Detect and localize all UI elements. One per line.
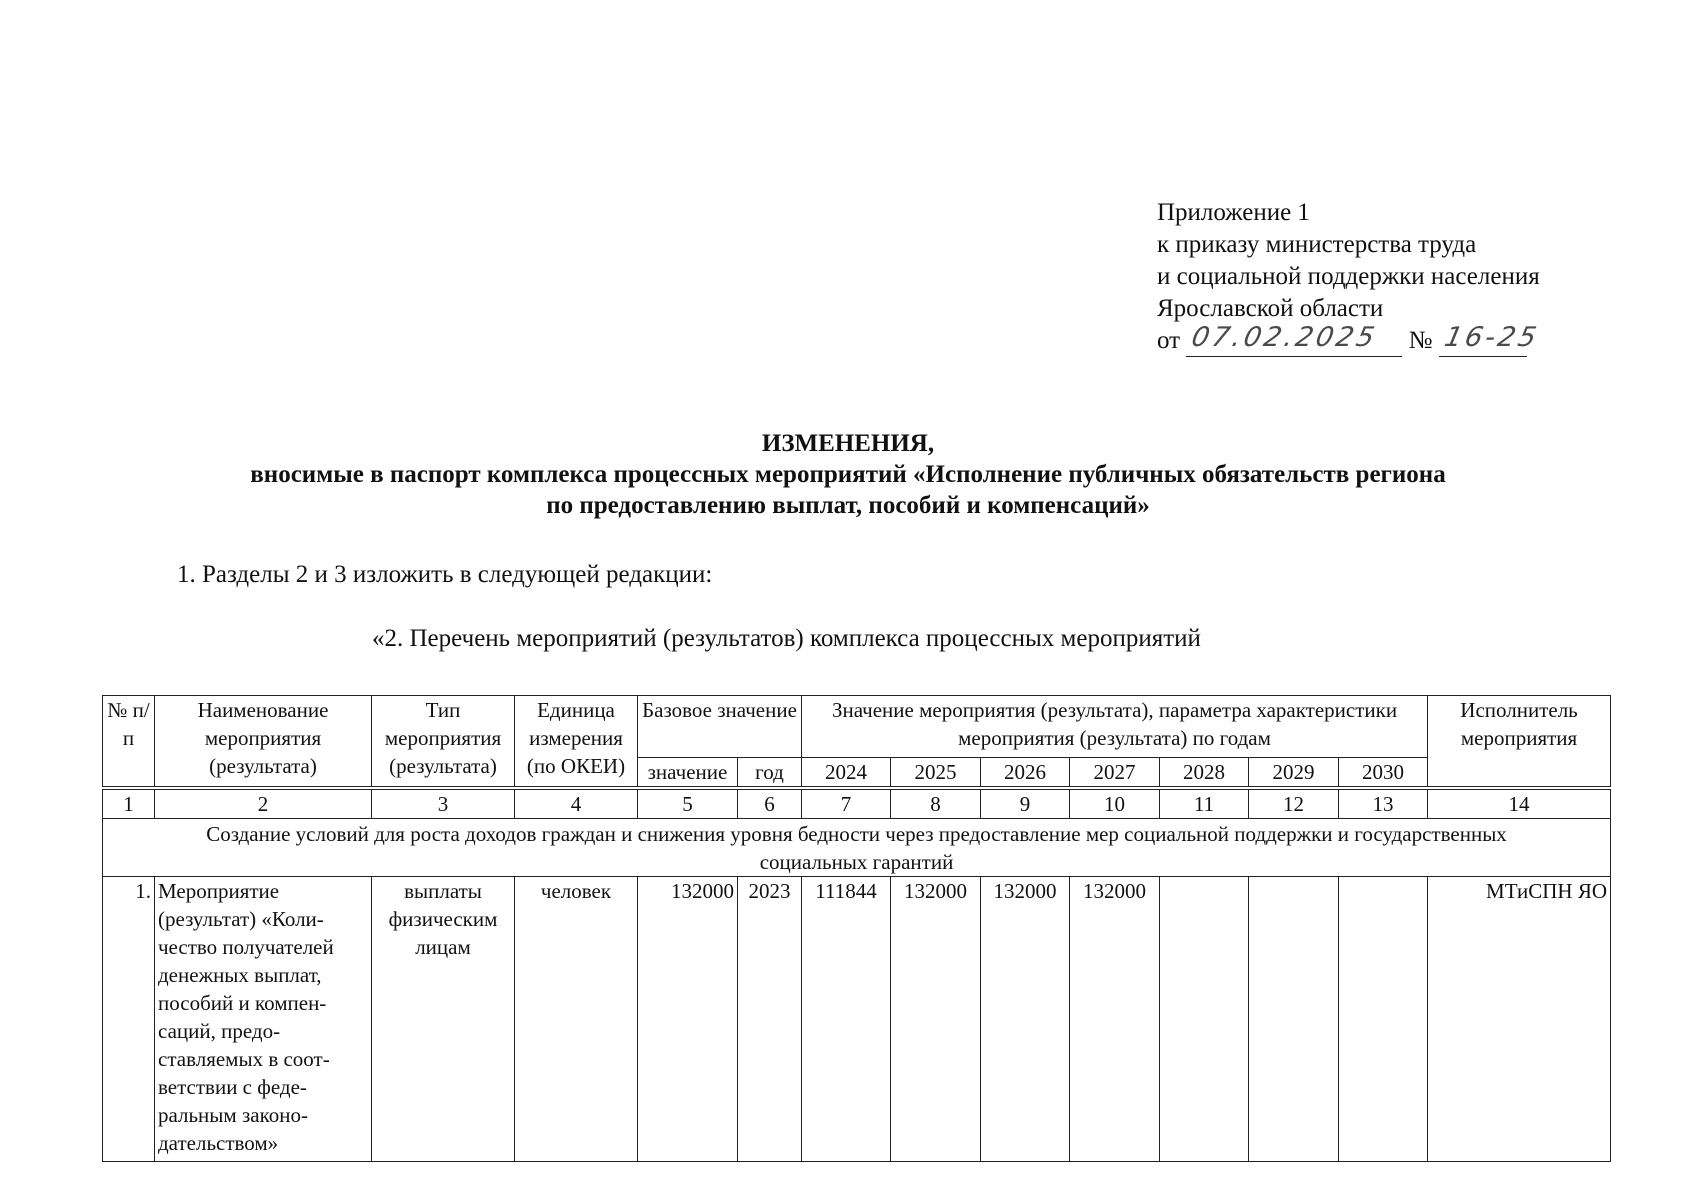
appendix-line: к приказу министерства труда: [1157, 231, 1477, 258]
row-name: Мероприятие (результат) «Коли-чество получателей денежных выплат, пособий и компен-саций, предо-ставляемых в соот-ветствии с феде-ральным законо-дательством»: [155, 877, 372, 1162]
measures-table: [102, 695, 1611, 1162]
date-prefix: от: [1157, 327, 1181, 354]
header-values-by-year: Значение мероприятия (результата), параметра характеристики мероприятия (результата) по годам: [802, 696, 1428, 758]
column-number: 3: [372, 788, 515, 819]
handwritten-date: 07.02.2025: [1189, 322, 1381, 353]
column-number-row: [103, 788, 1611, 819]
row-value-2027: 132000: [1070, 877, 1160, 1162]
column-number: 10: [1070, 788, 1160, 819]
number-prefix: №: [1408, 327, 1433, 354]
column-number: 4: [515, 788, 638, 819]
column-number: 1: [103, 788, 155, 819]
row-unit: человек: [515, 877, 638, 1162]
column-number: 2: [155, 788, 372, 819]
row-value-2025: 132000: [891, 877, 981, 1162]
number-field: [1439, 322, 1542, 357]
header-unit: Единица измерения (по ОКЕИ): [515, 696, 638, 789]
appendix-date-line: [1157, 322, 1542, 357]
row-value-2029: [1249, 877, 1339, 1162]
document-title: ИЗМЕНЕНИЯ,: [761, 430, 935, 457]
column-number: 9: [981, 788, 1070, 819]
row-base-year: 2023: [738, 877, 802, 1162]
row-type: выплаты физическим лицам: [372, 877, 515, 1162]
row-value-2028: [1160, 877, 1249, 1162]
column-number: 8: [891, 788, 981, 819]
header-executor: Исполнитель мероприятия: [1428, 696, 1611, 789]
row-executor: МТиСПН ЯО: [1428, 877, 1611, 1162]
header-year: 2027: [1070, 758, 1160, 789]
column-number: 6: [738, 788, 802, 819]
column-number: 11: [1160, 788, 1249, 819]
paragraph-1: 1. Разделы 2 и 3 изложить в следующей редакции:: [177, 561, 713, 588]
group-row: [103, 819, 1611, 877]
appendix-line: Ярославской области: [1157, 295, 1384, 322]
column-number: 14: [1428, 788, 1611, 819]
document-subtitle-line2: по предоставлению выплат, пособий и компенсаций»: [546, 492, 1150, 519]
column-number: 13: [1339, 788, 1428, 819]
appendix-line: и социальной поддержки населения: [1157, 263, 1540, 290]
column-number: 7: [802, 788, 891, 819]
table-row: [103, 877, 1611, 1162]
row-value-2030: [1339, 877, 1428, 1162]
header-base: Базовое значение: [638, 696, 802, 758]
section-heading: «2. Перечень мероприятий (результатов) комплекса процессных мероприятий: [372, 625, 1201, 652]
header-year: 2026: [981, 758, 1070, 789]
group-row-title: Создание условий для роста доходов граждан и снижения уровня бедности через предоставление мер социальной поддержки и государственных социальных гарантий: [103, 819, 1611, 877]
header-num: № п/п: [103, 696, 155, 789]
header-row: [103, 696, 1611, 758]
header-base-value: значение: [638, 758, 738, 789]
row-value-2024: 111844: [802, 877, 891, 1162]
header-year: 2030: [1339, 758, 1428, 789]
row-num: 1.: [103, 877, 155, 1162]
handwritten-number: 16-25: [1441, 322, 1542, 353]
header-name: Наименование мероприятия (результата): [155, 696, 372, 789]
document-subtitle-line1: вносимые в паспорт комплекса процессных мероприятий «Исполнение публичных обязательств региона: [250, 461, 1446, 488]
appendix-line: Приложение 1: [1157, 199, 1310, 226]
header-year: 2025: [891, 758, 981, 789]
header-year: 2028: [1160, 758, 1249, 789]
row-value-2026: 132000: [981, 877, 1070, 1162]
header-year: 2029: [1249, 758, 1339, 789]
column-number: 5: [638, 788, 738, 819]
header-year: 2024: [802, 758, 891, 789]
header-type: Тип мероприятия (результата): [372, 696, 515, 789]
column-number: 12: [1249, 788, 1339, 819]
date-field: [1186, 322, 1402, 357]
appendix-block: [1157, 197, 1540, 357]
header-base-year: год: [738, 758, 802, 789]
row-base-value: 132000: [638, 877, 738, 1162]
